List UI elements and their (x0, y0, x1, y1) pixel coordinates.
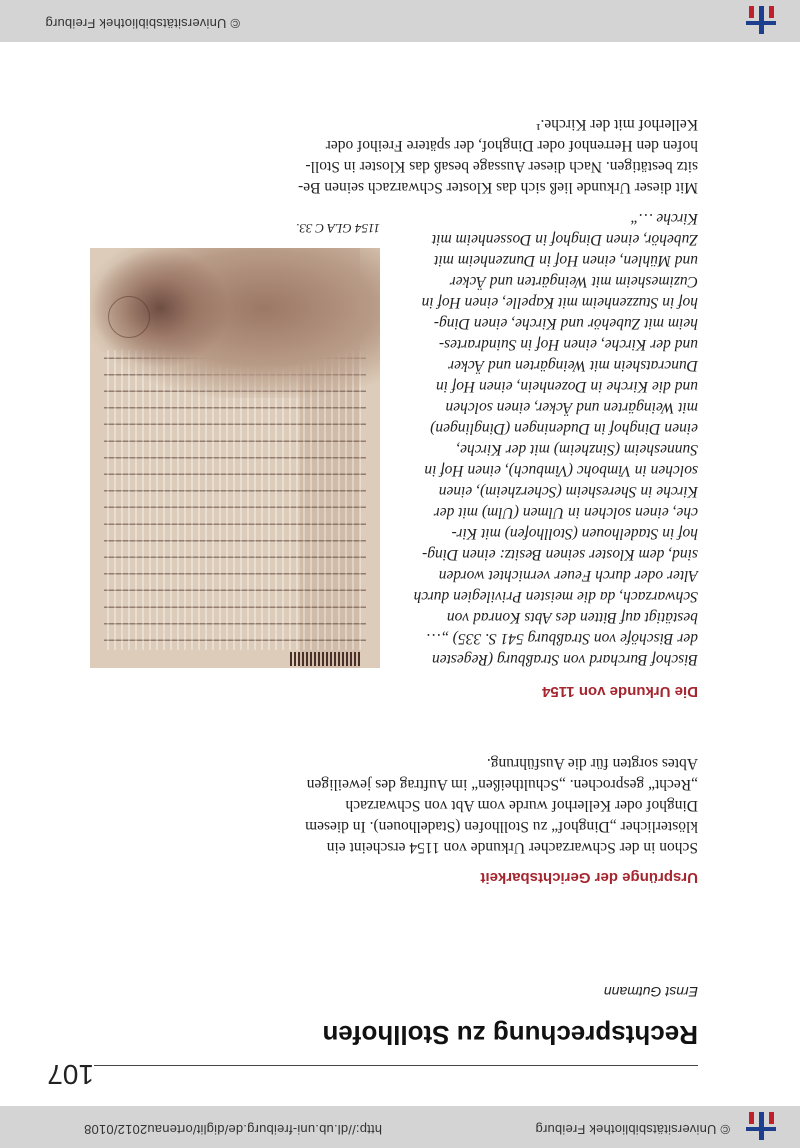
text-line: che, einen solchen in Ulmen (Ulm) mit der (433, 504, 698, 521)
text-line: hof in Stuzzenheim mit Kapelle, einen Hof in (421, 294, 698, 311)
article-title: Rechtsprechung zu Stollhofen (322, 1020, 698, 1050)
text-line: Kirche …“ (630, 210, 698, 227)
text-line: einen Dinghof in Dudeningen (Dinglingen) (430, 420, 698, 437)
text-line: hofen den Herrenhof oder Dinghof, der spätere Freihof oder (325, 137, 698, 154)
ub-freiburg-logo-icon (746, 6, 776, 34)
text-line: der Bischöfe von Straßburg 541 S. 335) „… (426, 630, 698, 647)
text-line: und die Kirche in Dozenhein, einen Hof in (435, 378, 698, 395)
paragraph-conclusion (298, 114, 698, 198)
section-heading-charter: Die Urkunde von 1154 (542, 683, 698, 700)
article-author: Ernst Gutmann (603, 984, 698, 1000)
text-line: Cuzimesheim mit Weingärten und Äcker (449, 273, 698, 290)
copyright-text: © Universitätsbibliothek Freiburg (45, 16, 240, 31)
copyright-text: © Universitätsbibliothek Freiburg (535, 1122, 730, 1137)
text-line: Kellerhof mit der Kirche.¹ (535, 116, 698, 133)
header-divider (94, 1065, 698, 1066)
paragraph-origins (305, 753, 698, 858)
text-line: Dinghof oder Kellerhof wurde vom Abt von Schwarzach (345, 797, 698, 814)
text-line: bestätigt auf Bitten des Abts Konrad von (446, 609, 698, 626)
text-line: sitz bestätigen. Nach dieser Aussage besaß das Kloster in Stoll- (305, 158, 698, 175)
text-line: Duncratshein mit Weingärten und Äcker (448, 357, 698, 374)
text-line: Zubehör, einen Dinghof in Dossenheim mit (431, 231, 698, 248)
section-heading-origins: Ursprünge der Gerichtsbarkeit (480, 869, 698, 886)
text-line: Schwarzach, da die meisten Privilegien durch (413, 588, 698, 605)
source-url-link[interactable]: http://dl.ub.uni-freiburg.de/diglit/ortenau2012/0108 (83, 1122, 382, 1137)
charter-scan-image (90, 248, 380, 668)
text-line: mit Weingärten und Äcker, einen solchen (445, 399, 698, 416)
image-caption: 1154 GLA C 33. (295, 221, 380, 236)
ub-freiburg-logo-icon (746, 1112, 776, 1140)
text-line: Mit dieser Urkunde ließ sich das Kloster Schwarzach seinen Be- (298, 179, 698, 196)
text-line: hof in Stadelhouen (Stollhofen) mit Kir- (451, 525, 698, 542)
archive-stamp-icon (108, 296, 150, 338)
text-line: Bischof Burchard von Straßburg (Regesten (431, 651, 698, 668)
text-line: klösterlicher „Dinghof“ zu Stollhofen (Stadelhouen). In diesem (305, 818, 698, 835)
text-line: und Mühlen, einen Hof in Dunzenheim mit (434, 252, 698, 269)
text-line: Schon in der Schwarzacher Urkunde von 1154 erscheint ein (326, 839, 698, 856)
bottom-info-bar (0, 0, 800, 42)
text-line: Abtes sorgten für die Ausführung. (486, 755, 698, 772)
text-line: solchen in Vimbohc (Vimbuch), einen Hof in (424, 462, 698, 479)
text-line: und der Kirche, einen Hof in Suindrartes- (438, 336, 698, 353)
page-number: 107 (47, 1059, 94, 1090)
top-info-bar (0, 1106, 800, 1148)
text-line: Kirche in Sheresheim (Scherzheim), einen (438, 483, 698, 500)
text-line: sind, dem Kloster seinen Besitz: einen Ding- (422, 546, 698, 563)
text-line: Sunnesheim (Sinzheim) mit der Kirche, (456, 441, 698, 458)
text-line: Alter oder durch Feuer vernichtet worden (438, 567, 698, 584)
charter-quote (414, 208, 698, 670)
text-line: „Recht“ gesprochen. „Schultheißen“ im Auftrag des jeweiligen (306, 776, 698, 793)
text-line: heim mit Zubehör und Kirche, einen Ding- (433, 315, 698, 332)
